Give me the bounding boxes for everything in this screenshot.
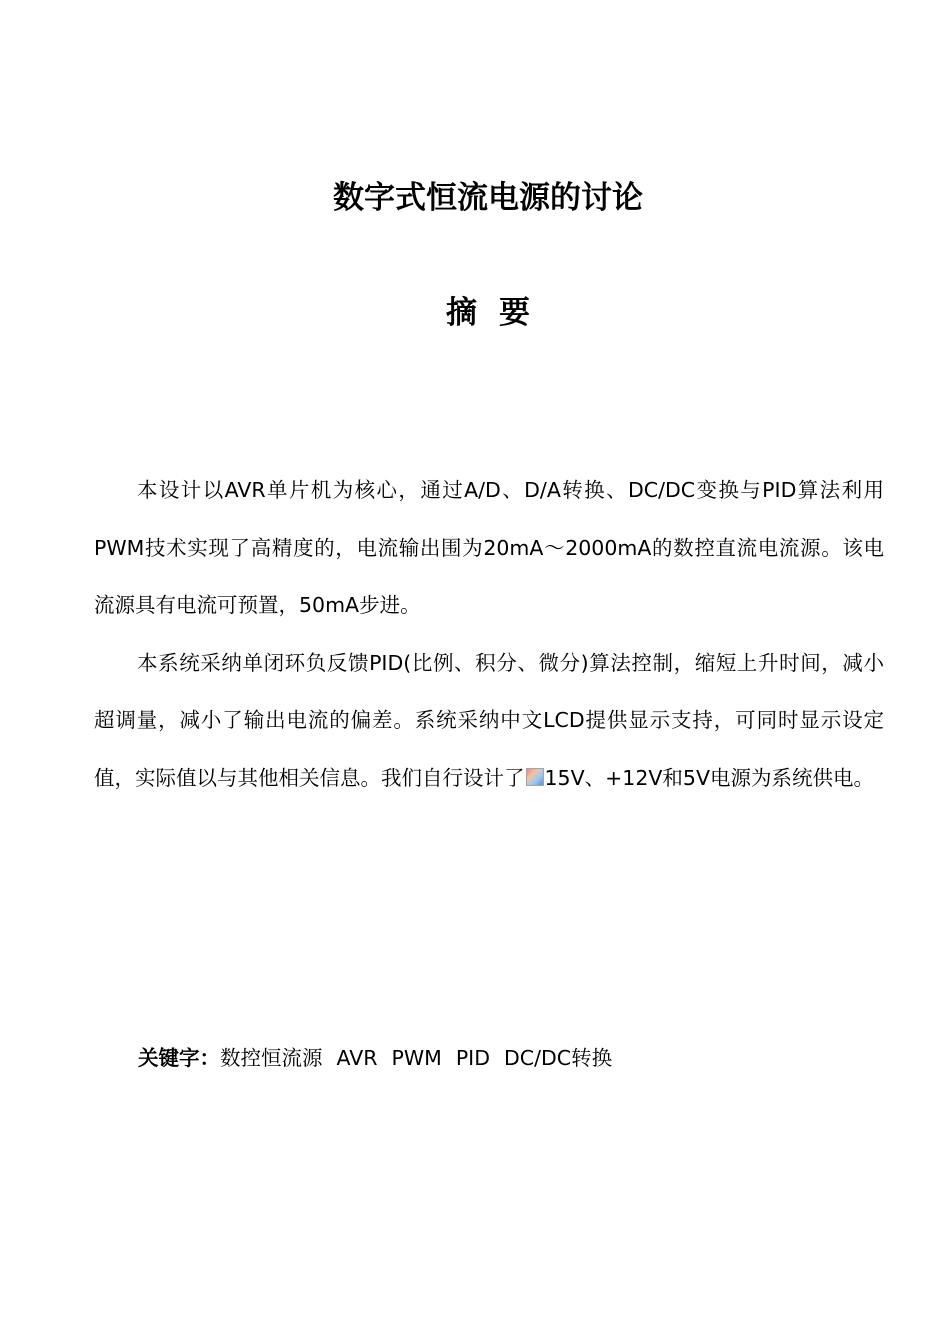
abstract-body [94,462,884,807]
abstract-heading [0,291,950,335]
broken-image-icon [526,768,544,786]
keywords-line [138,1040,626,1076]
abstract-heading-char-2: 要 [499,295,530,331]
keyword-item: AVR [336,1046,378,1070]
paragraph-2-text-before: 本系统采纳单闭环负反馈PID(比例、积分、微分)算法控制，缩短上升时间，减小超调量，减小了输出电流的偏差。系统采纳中文LCD提供显示支持，可同时显示设定值，实际值以与其他相关信息。我们自行设计了 [94,650,884,790]
keyword-item: DC/DC转换 [504,1046,613,1070]
abstract-heading-char-1: 摘 [446,295,477,331]
abstract-paragraph-2 [94,635,884,808]
keyword-item: PID [455,1046,491,1070]
paragraph-2-text-after: 15V、+12V和5V电源为系统供电。 [544,765,874,790]
keywords-label: 关键字： [138,1046,220,1070]
document-title: 数字式恒流电源的讨论 [333,180,643,216]
keyword-item: PWM [391,1046,442,1070]
abstract-paragraph-1: 本设计以AVR单片机为核心，通过A/D、D/A转换、DC/DC变换与PID算法利用PWM技术实现了高精度的，电流输出围为20mA～2000mA的数控直流电流源。该电流源具有电流可预置，50mA步进。 [94,478,884,617]
keyword-item: 数控恒流源 [220,1046,323,1070]
